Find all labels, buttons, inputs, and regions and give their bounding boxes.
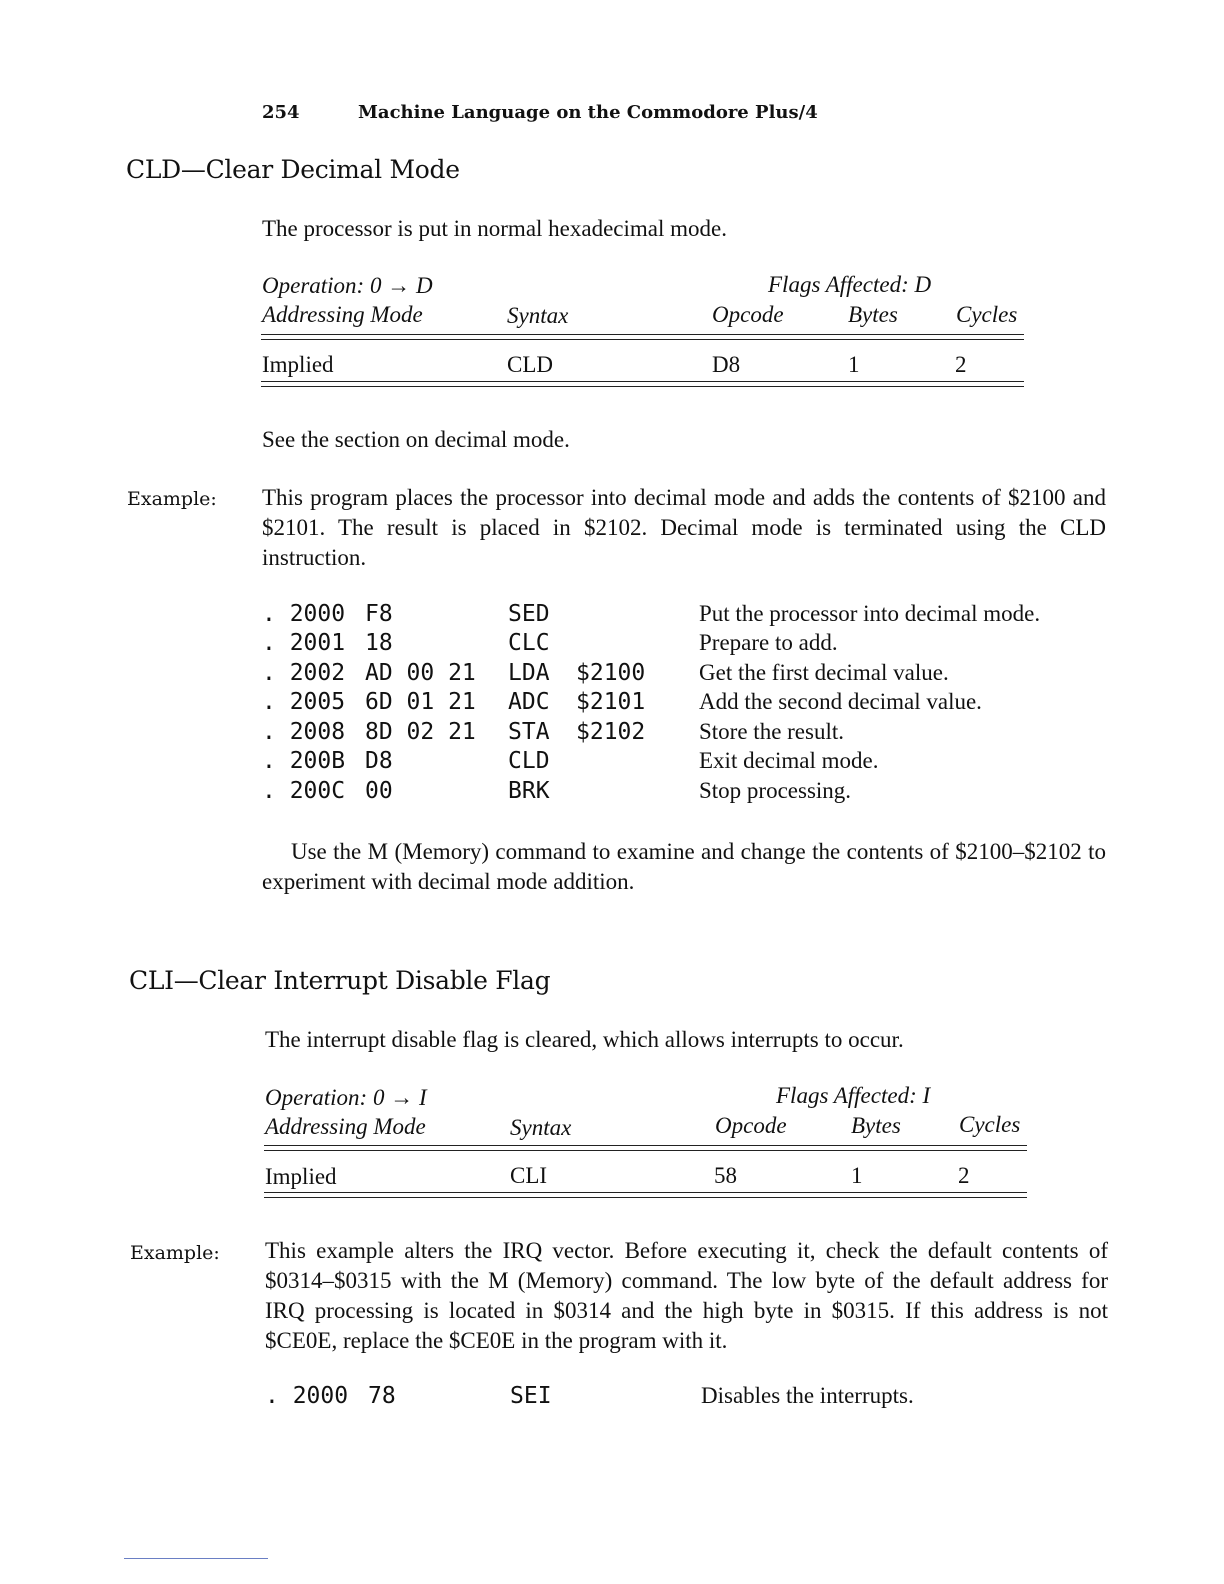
cli-operation: Operation: 0 → I — [265, 1085, 427, 1110]
cld-example-label: Example: — [127, 488, 217, 510]
running-header-title: Machine Language on the Commodore Plus/4 — [358, 102, 818, 123]
code-operand: $2102 — [576, 719, 646, 745]
cld-cell-addressing-mode: Implied — [262, 352, 334, 377]
divider — [261, 386, 1024, 387]
code-line — [262, 630, 1122, 660]
cli-col-addressing-mode: Addressing Mode — [265, 1114, 426, 1139]
code-comment: Prepare to add. — [699, 630, 838, 655]
code-mnemonic: SEI — [510, 1383, 552, 1409]
code-mnemonic: BRK — [508, 778, 550, 804]
cld-cell-bytes: 1 — [848, 352, 860, 377]
code-address: . 2002 — [262, 660, 346, 686]
cld-after-code-text: Use the M (Memory) command to examine and change the contents of $2100–$2102 to experiment with decimal mode addition. — [262, 839, 1106, 894]
code-address: . 2000 — [262, 601, 346, 627]
code-comment: Store the result. — [699, 719, 844, 744]
cli-col-cycles: Cycles — [959, 1112, 1021, 1137]
code-address: . 200C — [262, 778, 346, 804]
cld-col-bytes: Bytes — [848, 302, 898, 327]
code-comment: Exit decimal mode. — [699, 748, 879, 773]
code-operand: $2100 — [576, 660, 646, 686]
cli-cell-opcode: 58 — [714, 1163, 737, 1188]
cld-note: See the section on decimal mode. — [262, 427, 570, 452]
cli-example-label: Example: — [130, 1242, 220, 1264]
code-line — [262, 748, 1122, 778]
code-comment: Stop processing. — [699, 778, 852, 803]
cli-cell-cycles: 2 — [958, 1163, 970, 1188]
cld-example-text: This program places the processor into decimal mode and adds the contents of $2100 and $2101. The result is placed in $2102. Decimal mode is terminated using the CLD instruction. — [262, 485, 1106, 570]
code-operand: $2101 — [576, 689, 646, 715]
code-mnemonic: STA — [508, 719, 550, 745]
code-line — [262, 778, 1122, 808]
cli-example-text: This example alters the IRQ vector. Before executing it, check the default contents of $0314–$0315 with the M (Memory) command. The low byte of the default address for IRQ processing is located in $0314 and the high byte in $0315. If this address is not $CE0E, replace the $CE0E in the program with it. — [265, 1238, 1108, 1353]
cld-operation: Operation: 0 → D — [262, 273, 433, 298]
cli-description: The interrupt disable flag is cleared, which allows interrupts to occur. — [265, 1027, 904, 1052]
code-bytes: 00 — [365, 778, 393, 804]
code-line — [262, 689, 1122, 719]
code-line — [262, 601, 1122, 631]
code-bytes: AD 00 21 — [365, 660, 476, 686]
cld-col-syntax: Syntax — [507, 303, 569, 328]
divider — [264, 1145, 1027, 1146]
divider — [264, 1192, 1027, 1193]
cld-col-opcode: Opcode — [712, 302, 784, 327]
divider — [261, 339, 1024, 340]
code-line — [262, 660, 1122, 690]
code-line — [262, 719, 1122, 749]
divider — [261, 334, 1024, 335]
cli-section-title: CLI—Clear Interrupt Disable Flag — [129, 966, 551, 995]
cli-col-bytes: Bytes — [851, 1113, 901, 1138]
divider — [261, 381, 1024, 382]
code-line — [265, 1383, 1125, 1413]
cld-col-addressing-mode: Addressing Mode — [262, 302, 423, 327]
footnote-divider — [124, 1558, 268, 1559]
code-bytes: F8 — [365, 601, 393, 627]
code-comment: Add the second decimal value. — [699, 689, 982, 714]
cld-section-title: CLD—Clear Decimal Mode — [126, 155, 460, 184]
code-address: . 2008 — [262, 719, 346, 745]
divider — [264, 1150, 1027, 1151]
cli-cell-addressing-mode: Implied — [265, 1164, 337, 1189]
cli-flags-affected: Flags Affected: I — [776, 1083, 931, 1108]
code-mnemonic: SED — [508, 601, 550, 627]
code-bytes: 78 — [368, 1383, 396, 1409]
divider — [264, 1197, 1027, 1198]
code-address: . 2001 — [262, 630, 346, 656]
cli-cell-syntax: CLI — [510, 1163, 548, 1188]
code-comment: Get the first decimal value. — [699, 660, 949, 685]
cld-cell-opcode: D8 — [712, 352, 741, 377]
cld-col-cycles: Cycles — [956, 302, 1018, 327]
cld-description: The processor is put in normal hexadecimal mode. — [262, 216, 727, 241]
code-address: . 2000 — [265, 1383, 349, 1409]
code-mnemonic: ADC — [508, 689, 550, 715]
cli-cell-bytes: 1 — [851, 1163, 863, 1188]
code-mnemonic: CLD — [508, 748, 550, 774]
code-bytes: 8D 02 21 — [365, 719, 476, 745]
code-address: . 2005 — [262, 689, 346, 715]
code-bytes: D8 — [365, 748, 393, 774]
cld-cell-syntax: CLD — [507, 352, 553, 377]
code-bytes: 18 — [365, 630, 393, 656]
page-number: 254 — [262, 102, 300, 123]
code-mnemonic: CLC — [508, 630, 550, 656]
cli-col-syntax: Syntax — [510, 1115, 572, 1140]
cld-flags-affected: Flags Affected: D — [768, 272, 932, 297]
code-mnemonic: LDA — [508, 660, 550, 686]
code-comment: Put the processor into decimal mode. — [699, 601, 1041, 626]
code-bytes: 6D 01 21 — [365, 689, 476, 715]
code-comment: Disables the interrupts. — [701, 1383, 914, 1408]
code-address: . 200B — [262, 748, 346, 774]
cld-cell-cycles: 2 — [955, 352, 967, 377]
cli-col-opcode: Opcode — [715, 1113, 787, 1138]
